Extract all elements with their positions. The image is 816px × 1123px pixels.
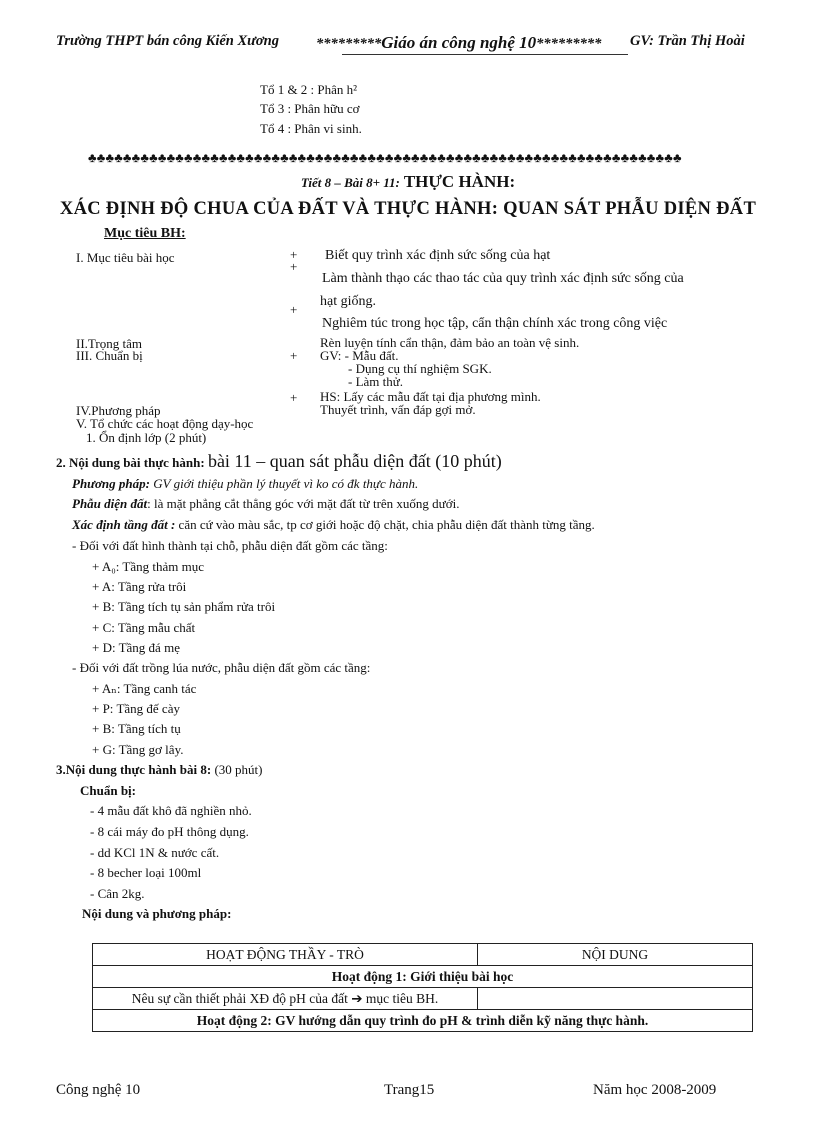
trong-tam-text: Rèn luyện tính cẩn thận, đảm bảo an toàn vệ sinh. [320, 335, 580, 350]
prep-item: - Cân 2kg. [90, 886, 145, 901]
activity-1-heading: Hoạt động 1: Giới thiệu bài học [93, 966, 753, 988]
lesson-title-2: XÁC ĐỊNH ĐỘ CHUA CỦA ĐẤT VÀ THỰC HÀNH: QUAN SÁT PHẪU DIỆN ĐẤT [59, 199, 757, 219]
method-heading: Nội dung và phương pháp: [82, 906, 232, 921]
footer-year: Năm học 2008-2009 [593, 1082, 717, 1098]
soil-layer: + Aₙ: Tầng canh tác [92, 681, 197, 696]
header-stars-right: ********* [536, 36, 602, 52]
section3-label: 3.Nội dung thực hành bài 8: [56, 762, 212, 777]
left-item-trong-tam: II.Trọng tâm [76, 336, 142, 351]
soil-layer: + P: Tầng đế cày [92, 701, 180, 716]
left-item-phuong-phap: IV.Phương pháp [76, 403, 161, 418]
section2-profile [72, 496, 459, 512]
header-title-block [316, 33, 601, 53]
plus-mark: + [290, 302, 298, 317]
header-title: Giáo án công nghệ 10 [381, 33, 537, 52]
section3-heading [56, 762, 262, 778]
table-row [93, 1010, 753, 1032]
separator: ♣♣♣♣♣♣♣♣♣♣♣♣♣♣♣♣♣♣♣♣♣♣♣♣♣♣♣♣♣♣♣♣♣♣♣♣♣♣♣♣♣♣♣♣♣♣♣♣♣♣♣♣♣♣♣♣♣♣♣♣♣♣♣♣♣♣♣♣ [88, 150, 682, 165]
group-line: Tổ 3 : Phân hữu cơ [260, 101, 360, 116]
prep-item: - dd KCl 1N & nước cất. [90, 845, 220, 860]
activity-2-heading: Hoạt động 2: GV hướng dẫn quy trình đo pH & trình diễn kỹ năng thực hành. [93, 1010, 753, 1032]
header-stars-left: ********* [316, 36, 382, 52]
soil-intro-2: - Đối với đất trồng lúa nước, phẫu diện đất gồm các tầng: [72, 660, 371, 675]
gv-prep-1: GV: - Mẫu đất. [320, 348, 399, 363]
activity-1-content [478, 988, 753, 1010]
table-header-row [93, 944, 753, 966]
prep-label: Chuẩn bị: [80, 783, 136, 798]
profile-label: Phẫu diện đất [72, 496, 148, 511]
soil-layer: + A: Tầng rửa trôi [92, 579, 187, 594]
table-header-cell: HOẠT ĐỘNG THẦY - TRÒ [93, 944, 478, 966]
left-item-muc-tieu: I. Mục tiêu bài học [76, 250, 175, 265]
prep-item: - 8 cái máy đo pH thông dụng. [90, 824, 249, 839]
left-item-chuan-bi: III. Chuẩn bị [76, 348, 143, 363]
plus-mark: + [290, 390, 298, 405]
soil-intro-1: - Đối với đất hình thành tại chỗ, phẫu diện đất gồm các tầng: [72, 538, 388, 553]
footer-subject: Công nghệ 10 [56, 1082, 141, 1098]
soil-layer: + G: Tầng gơ lây. [92, 742, 184, 757]
soil-layer: + C: Tầng mẫu chất [92, 620, 196, 635]
section2-title: bài 11 – quan sát phẫu diện đất (10 phút) [207, 451, 502, 471]
plus-mark: + [290, 259, 298, 274]
table-row [93, 966, 753, 988]
lesson-title [0, 172, 816, 192]
soil-layer: + B: Tầng tích tụ sản phẩm rửa trôi [92, 599, 276, 614]
lesson-prefix: Tiết 8 – Bài 8+ 11: [300, 175, 400, 190]
footer-page: Trang15 [384, 1082, 435, 1098]
left-item-on-dinh: 1. Ổn định lớp (2 phút) [86, 430, 207, 445]
profile-text: : là mặt phẳng cắt thẳng góc với mặt đất từ trên xuống dưới. [147, 496, 460, 511]
hs-prep: HS: Lấy các mẫu đất tại địa phương mình. [320, 389, 541, 404]
objective-2b: hạt giống. [320, 294, 376, 309]
table-row [93, 988, 753, 1010]
gv-prep-3: - Làm thử. [348, 374, 404, 389]
phuong-phap-text: Thuyết trình, vấn đáp gợi mở. [320, 402, 476, 417]
section2-layers-def [72, 517, 595, 533]
group-line: Tổ 1 & 2 : Phân h² [260, 82, 358, 97]
objective-2a: Làm thành thạo các thao tác của quy trình xác định sức sống của [322, 271, 684, 286]
header-underline [342, 54, 628, 55]
section2-method [72, 476, 418, 492]
layers-label: Xác định tầng đất : [72, 517, 176, 532]
section2-heading [56, 451, 502, 472]
prep-item: - 4 mẫu đất khô đã nghiền nhỏ. [90, 803, 252, 818]
table-header-cell: NỘI DUNG [478, 944, 753, 966]
method-label: Phương pháp: [72, 476, 150, 491]
section2-label: 2. Nội dung bài thực hành: [56, 455, 205, 470]
plus-mark: + [290, 247, 298, 262]
objective-1: Biết quy trình xác định sức sống của hạt [325, 248, 551, 263]
objectives-heading: Mục tiêu BH: [104, 226, 186, 241]
activity-1-teacher: Nêu sự cần thiết phải XĐ độ pH của đất ➔ mục tiêu BH. [93, 988, 478, 1010]
plus-mark: + [290, 348, 298, 363]
soil-layer: + A₀: Tầng thảm mục [92, 559, 204, 574]
prep-item: - 8 becher loại 100ml [90, 865, 202, 880]
layers-text: căn cứ vào màu sắc, tp cơ giới hoặc độ chặt, chia phẫu diện đất thành từng tầng. [178, 517, 595, 532]
objective-3: Nghiêm túc trong học tập, cẩn thận chính xác trong công việc [322, 316, 668, 331]
lesson-title-1: THỰC HÀNH: [403, 172, 516, 191]
soil-layer: + B: Tầng tích tụ [92, 721, 181, 736]
gv-prep-2: - Dụng cụ thí nghiệm SGK. [348, 361, 492, 376]
section3-time: (30 phút) [214, 762, 263, 777]
soil-layer: + D: Tầng đá mẹ [92, 640, 180, 655]
activity-table [92, 943, 753, 1032]
group-line: Tổ 4 : Phân vi sinh. [260, 121, 362, 136]
method-text: GV giới thiệu phần lý thuyết vì ko có đk thực hành. [153, 476, 419, 491]
header-school: Trường THPT bán công Kiến Xương [56, 33, 279, 49]
left-item-to-chuc: V. Tổ chức các hoạt động dạy-học [76, 416, 254, 431]
header-teacher: GV: Trần Thị Hoài [630, 33, 745, 49]
